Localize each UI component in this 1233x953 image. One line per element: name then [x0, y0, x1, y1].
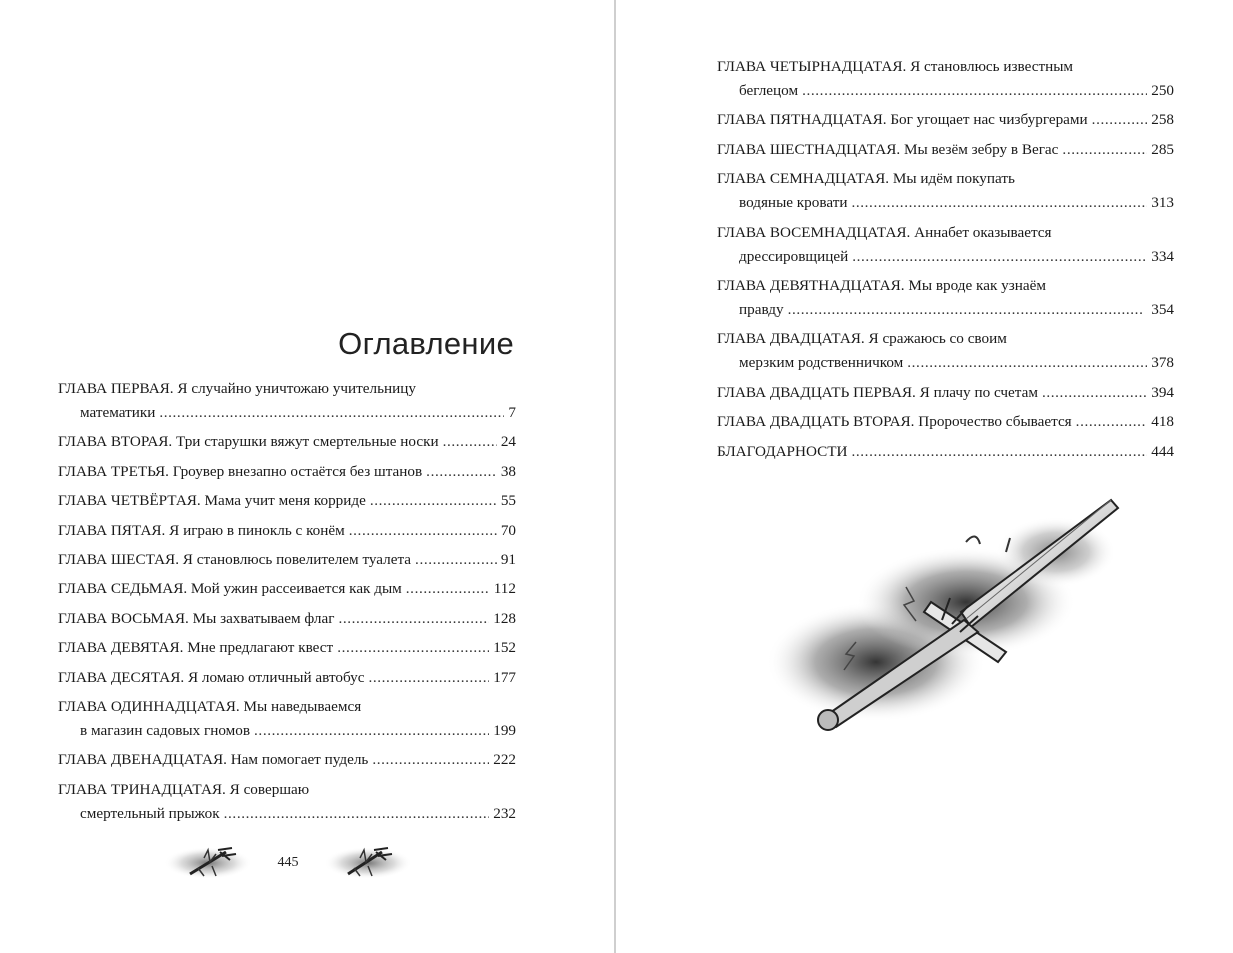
dot-leader: [159, 401, 504, 425]
toc-entry-continuation: [58, 802, 516, 826]
toc-entry-line: [58, 778, 516, 802]
dot-leader: [852, 440, 1148, 464]
dot-leader: [349, 519, 497, 543]
toc-entry: [717, 440, 1174, 464]
chapter-page-number: 354: [1151, 300, 1174, 318]
toc-entry: [717, 221, 1174, 269]
toc-entry: [717, 167, 1174, 215]
chapter-page-number: 394: [1151, 383, 1174, 401]
sword-illustration-icon: [756, 492, 1126, 732]
chapter-title: ГЛАВА ТРИНАДЦАТАЯ. Я совершаю: [58, 780, 310, 798]
chapter-title: ГЛАВА ДВАДЦАТЬ ВТОРАЯ. Пророчество сбывается: [717, 413, 1072, 431]
chapter-page-number: 177: [493, 668, 516, 686]
toc-entry-line: [58, 636, 516, 660]
toc-entry-line: [58, 430, 516, 454]
toc-entry: [717, 381, 1174, 405]
toc-entry: [58, 430, 516, 454]
dot-leader: [443, 430, 497, 454]
toc-entry-continuation: [717, 79, 1174, 103]
chapter-page-number: 378: [1151, 354, 1174, 372]
chapter-title-continuation: беглецом: [739, 82, 799, 99]
chapter-title-continuation: правду: [739, 300, 784, 318]
toc-entry: [58, 778, 516, 826]
toc-list-right: [717, 55, 1174, 469]
toc-entry-continuation: [58, 719, 516, 743]
chapter-page-number: 112: [493, 580, 516, 598]
chapter-page-number: 55: [500, 492, 516, 510]
chapter-title: ГЛАВА ЧЕТЫРНАДЦАТАЯ. Я становлюсь известным: [717, 58, 1074, 75]
chapter-page-number: 199: [493, 721, 516, 739]
chapter-page-number: 444: [1151, 442, 1174, 460]
toc-entry-line: [58, 460, 516, 484]
toc-entry-line: [58, 489, 516, 513]
toc-entry: [717, 55, 1174, 103]
toc-entry-line: [717, 440, 1174, 464]
chapter-title: ГЛАВА ПЯТНАДЦАТАЯ. Бог угощает нас чизбургерами: [717, 111, 1088, 129]
chapter-page-number: 313: [1151, 194, 1174, 212]
toc-entry-line: [58, 695, 516, 719]
chapter-page-number: 285: [1151, 140, 1174, 158]
toc-entry-line: [58, 666, 516, 690]
chapter-page-number: 91: [500, 550, 516, 568]
toc-entry-line: [717, 381, 1174, 405]
chapter-title: ГЛАВА ВОСЕМНАДЦАТАЯ. Аннабет оказывается: [717, 223, 1052, 241]
chapter-page-number: 24: [500, 433, 516, 451]
toc-entry-line: [717, 410, 1174, 434]
dot-leader: [851, 191, 1147, 215]
dot-leader: [1076, 410, 1148, 434]
toc-entry-line: [58, 377, 516, 401]
chapter-title: ГЛАВА ОДИННАДЦАТАЯ. Мы наведываемся: [58, 697, 362, 715]
chapter-title-continuation: смертельный прыжок: [80, 804, 220, 822]
chapter-title: ГЛАВА ДЕВЯТАЯ. Мне предлагают квест: [58, 639, 334, 657]
toc-entry-line: [58, 607, 516, 631]
page-footer: [160, 840, 416, 886]
toc-list-left: [58, 377, 516, 831]
toc-entry: [58, 695, 516, 743]
toc-entry: [58, 666, 516, 690]
chapter-title: ГЛАВА ДВАДЦАТЬ ПЕРВАЯ. Я плачу по счетам: [717, 383, 1038, 401]
toc-heading: Оглавление: [338, 326, 514, 361]
dot-leader: [406, 577, 490, 601]
toc-entry-line: [58, 519, 516, 543]
chapter-page-number: 70: [500, 521, 516, 539]
toc-entry-line: [58, 577, 516, 601]
dot-leader: [788, 298, 1148, 322]
chapter-title: ГЛАВА ВОСЬМАЯ. Мы захватываем флаг: [58, 609, 335, 627]
toc-entry: [58, 377, 516, 425]
dot-leader: [372, 748, 489, 772]
toc-entry-line: [717, 327, 1174, 351]
toc-entry-continuation: [717, 191, 1174, 215]
dot-leader: [368, 666, 489, 690]
toc-entry: [58, 607, 516, 631]
chapter-title-continuation: математики: [80, 404, 156, 421]
toc-entry: [717, 138, 1174, 162]
chapter-title: ГЛАВА ДВЕНАДЦАТАЯ. Нам помогает пудель: [58, 751, 369, 769]
toc-entry-line: [58, 748, 516, 772]
chapter-page-number: 7: [508, 404, 516, 421]
dot-leader: [224, 802, 490, 826]
chapter-title: ГЛАВА ДВАДЦАТАЯ. Я сражаюсь со своим: [717, 330, 1007, 348]
toc-entry-line: [717, 221, 1174, 245]
toc-entry: [58, 636, 516, 660]
chapter-page-number: 334: [1151, 247, 1174, 265]
chapter-title: ГЛАВА ЧЕТВЁРТАЯ. Мама учит меня корриде: [58, 492, 366, 510]
chapter-title: ГЛАВА ПЕРВАЯ. Я случайно уничтожаю учительницу: [58, 380, 417, 397]
chapter-page-number: 38: [500, 462, 516, 480]
chapter-title: ГЛАВА ШЕСТНАДЦАТАЯ. Мы везём зебру в Вегас: [717, 140, 1059, 158]
chapter-title: ГЛАВА ВТОРАЯ. Три старушки вяжут смертельные носки: [58, 433, 439, 451]
toc-entry: [58, 748, 516, 772]
toc-entry: [717, 410, 1174, 434]
chapter-title: ГЛАВА ТРЕТЬЯ. Гроувер внезапно остаётся без штанов: [58, 462, 423, 480]
toc-entry-line: [717, 167, 1174, 191]
dot-leader: [907, 351, 1147, 375]
chapter-title: ГЛАВА ДЕСЯТАЯ. Я ломаю отличный автобус: [58, 668, 365, 686]
toc-entry: [58, 577, 516, 601]
chapter-title-continuation: в магазин садовых гномов: [80, 721, 251, 739]
dot-leader: [1062, 138, 1147, 162]
dot-leader: [415, 548, 497, 572]
dot-leader: [338, 607, 489, 631]
toc-entry-line: [717, 108, 1174, 132]
toc-entry-line: [58, 548, 516, 572]
toc-entry: [58, 489, 516, 513]
dot-leader: [852, 245, 1147, 269]
chapter-title: ГЛАВА ДЕВЯТНАДЦАТАЯ. Мы вроде как узнаём: [717, 276, 1046, 294]
dot-leader: [802, 79, 1147, 103]
toc-entry-line: [717, 55, 1174, 79]
chapter-page-number: 258: [1151, 111, 1174, 129]
dot-leader: [370, 489, 497, 513]
toc-entry: [717, 327, 1174, 375]
dot-leader: [1042, 381, 1147, 405]
chapter-title-continuation: дрессировщицей: [739, 247, 849, 265]
chapter-page-number: 418: [1151, 413, 1174, 431]
chapter-page-number: 222: [493, 751, 516, 769]
trident-ornament-icon: [160, 840, 250, 886]
dot-leader: [337, 636, 489, 660]
dot-leader: [1092, 108, 1148, 132]
page-number: 445: [277, 855, 299, 870]
chapter-title-continuation: водяные кровати: [739, 194, 848, 212]
chapter-title: ГЛАВА СЕДЬМАЯ. Мой ужин рассеивается как дым: [58, 580, 402, 598]
toc-entry: [58, 548, 516, 572]
left-page: [0, 0, 614, 953]
toc-entry: [58, 460, 516, 484]
chapter-page-number: 232: [493, 804, 516, 822]
chapter-title: ГЛАВА ПЯТАЯ. Я играю в пинокль с конём: [58, 521, 345, 539]
chapter-title-continuation: мерзким родственничком: [739, 354, 904, 372]
chapter-page-number: 250: [1151, 82, 1174, 99]
toc-entry: [717, 108, 1174, 132]
trident-ornament-icon: [326, 840, 416, 886]
chapter-title: ГЛАВА ШЕСТАЯ. Я становлюсь повелителем туалета: [58, 550, 412, 568]
toc-entry-line: [717, 138, 1174, 162]
chapter-page-number: 128: [493, 609, 516, 627]
toc-entry-continuation: [717, 245, 1174, 269]
chapter-page-number: 152: [493, 639, 516, 657]
toc-entry: [58, 519, 516, 543]
right-page: [616, 0, 1233, 953]
dot-leader: [426, 460, 497, 484]
toc-entry-line: [717, 274, 1174, 298]
toc-entry-continuation: [58, 401, 516, 425]
dot-leader: [254, 719, 489, 743]
toc-entry: [717, 274, 1174, 322]
toc-entry-continuation: [717, 298, 1174, 322]
chapter-title: БЛАГОДАРНОСТИ: [717, 442, 848, 460]
toc-entry-continuation: [717, 351, 1174, 375]
chapter-title: ГЛАВА СЕМНАДЦАТАЯ. Мы идём покупать: [717, 170, 1015, 188]
